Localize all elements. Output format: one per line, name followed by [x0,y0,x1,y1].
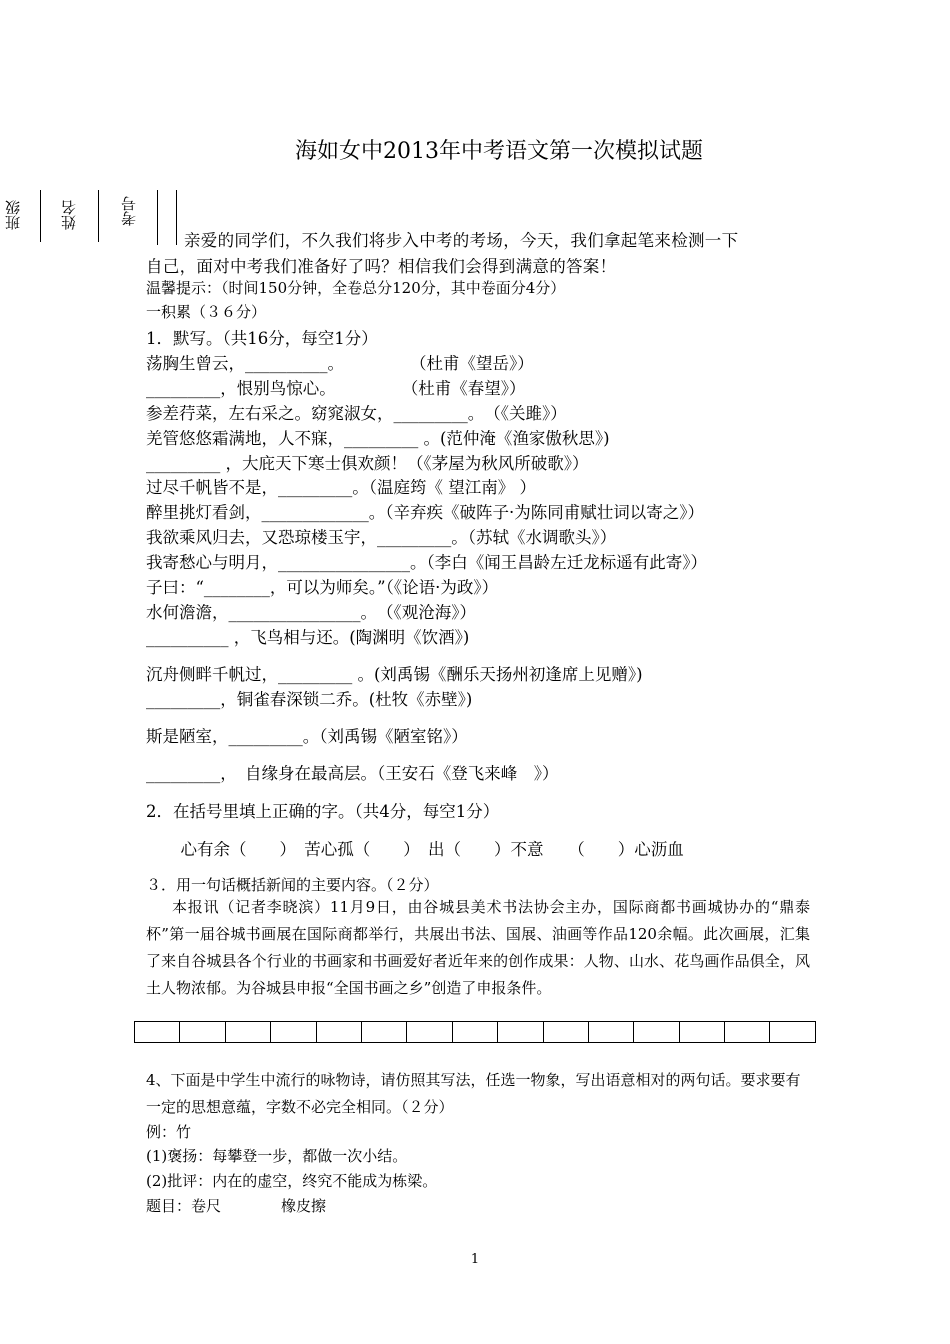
answer-cell[interactable] [498,1022,543,1043]
q1-line: __________ ，飞鸟相与还。(陶渊明《饮酒》) [146,628,470,647]
tip-text: 温馨提示：（时间150分钟，全卷总分120分，其中卷面分4分） [146,279,566,297]
answer-cell[interactable] [588,1022,633,1043]
q4-criticism: (2)批评：内在的虚空，终究不能成为栋梁。 [146,1172,438,1190]
number-label: 考号 [120,196,138,226]
q1-line: 子曰：“________，可以为师矣。”（《论语·为政》） [146,578,499,597]
q1-line: 斯是陋室，_________。（刘禹锡《陋室铭》） [146,727,468,746]
q1-line: 过尽千帆皆不是，_________。（温庭筠《 望江南》 ） [146,478,536,497]
q1-line: _________， 自缘身在最高层。（王安石《登飞来峰 》） [146,764,559,783]
q2-heading: 2．在括号里填上正确的字。（共4分，每空1分） [146,802,500,821]
answer-cell[interactable] [180,1022,225,1043]
answer-cell[interactable] [770,1022,816,1043]
answer-cell[interactable] [361,1022,406,1043]
q1-line: 参差荇菜，左右采之。窈窕淑女，_________。 （《关雎》） [146,404,567,423]
answer-cell[interactable] [225,1022,270,1043]
answer-cell[interactable] [452,1022,497,1043]
q3-heading: ３．用一句话概括新闻的主要内容。（２分） [146,876,439,894]
answer-cell[interactable] [725,1022,770,1043]
class-label: 班级 [4,200,22,230]
q1-line: 羌管悠悠霜满地，人不寐，_________ 。(范仲淹《渔家傲秋思》) [146,429,610,448]
answer-cell[interactable] [135,1022,180,1043]
number-field[interactable] [157,190,158,245]
intro-line-1: 亲爱的同学们，不久我们将步入中考的考场，今天，我们拿起笔来检测一下 [184,231,739,250]
answer-cell[interactable] [679,1022,724,1043]
q1-line: _________ ，大庇天下寒士俱欢颜！（《茅屋为秋风所破歌》） [146,454,589,473]
answer-cell[interactable] [634,1022,679,1043]
q1-line: _________，恨别鸟惊心。 （杜甫《春望》） [146,379,526,398]
q1-heading: 1．默写。（共16分，每空1分） [146,329,378,348]
answer-cell[interactable] [407,1022,452,1043]
q1-line: 荡胸生曾云，__________。 （杜甫《望岳》） [146,354,534,373]
name-field[interactable] [98,190,99,242]
q1-line: 我欲乘风归去，又恐琼楼玉宇，_________。（苏轼《水调歌头》） [146,528,617,547]
answer-cell[interactable] [543,1022,588,1043]
q1-line: 沉舟侧畔千帆过，_________ 。(刘禹锡《酬乐天扬州初逢席上见赠》) [146,665,643,684]
news-paragraph: 本报讯（记者李晓滨）11月9日，由谷城县美术书法协会主办，国际商都书画城协办的“鼎泰杯”第一届谷城书画展在国际商都举行，共展出书法、国展、油画等作品120余幅。此次画展，汇集了来自谷城县各个行业的书画家和书画爱好者近年来的创作成果：人物、山水、花鸟画作品俱全，风土人物浓郁。为谷城县申报“全国书画之乡”创造了申报条件。 [146,898,810,997]
page-number: 1 [470,1252,480,1267]
answer-grid[interactable] [134,1021,816,1043]
class-field[interactable] [40,190,41,242]
q1-line: 我寄愁心与明月，________________。（李白《闻王昌龄左迁龙标遥有此寄》） [146,553,707,572]
page-title: 海如女中2013年中考语文第一次模拟试题 [295,139,703,164]
q1-line: _________，铜雀春深锁二乔。(杜牧《赤壁》) [146,690,473,709]
intro-line-2: 自己，面对中考我们准备好了吗？相信我们会得到满意的答案！ [146,257,617,276]
answer-cell[interactable] [316,1022,361,1043]
q1-line: 水何澹澹，________________。 （《观沧海》） [146,603,476,622]
q1-line: 醉里挑灯看剑，_____________。（辛弃疾《破阵子·为陈同甫赋壮词以寄之》） [146,503,704,522]
q2-items: 心有余（ ） 苦心孤（ ） 出（ ）不意 （ ）心沥血 [164,840,684,859]
q4-example: 例：竹 [146,1123,192,1141]
name-label: 姓名 [60,200,78,230]
answer-cell[interactable] [271,1022,316,1043]
q4-praise: (1)褒扬：每攀登一步，都做一次小结。 [146,1147,408,1165]
binding-line [176,190,177,245]
section-heading: 一积累（３６分） [146,303,267,321]
q4-heading: 4、下面是中学生中流行的咏物诗，请仿照其写法，任选一物象，写出语意相对的两句话。要求要有一定的思想意蕴，字数不必完全相同。（２分） [146,1071,801,1116]
q4-topics: 题目：卷尺 橡皮擦 [146,1197,327,1215]
